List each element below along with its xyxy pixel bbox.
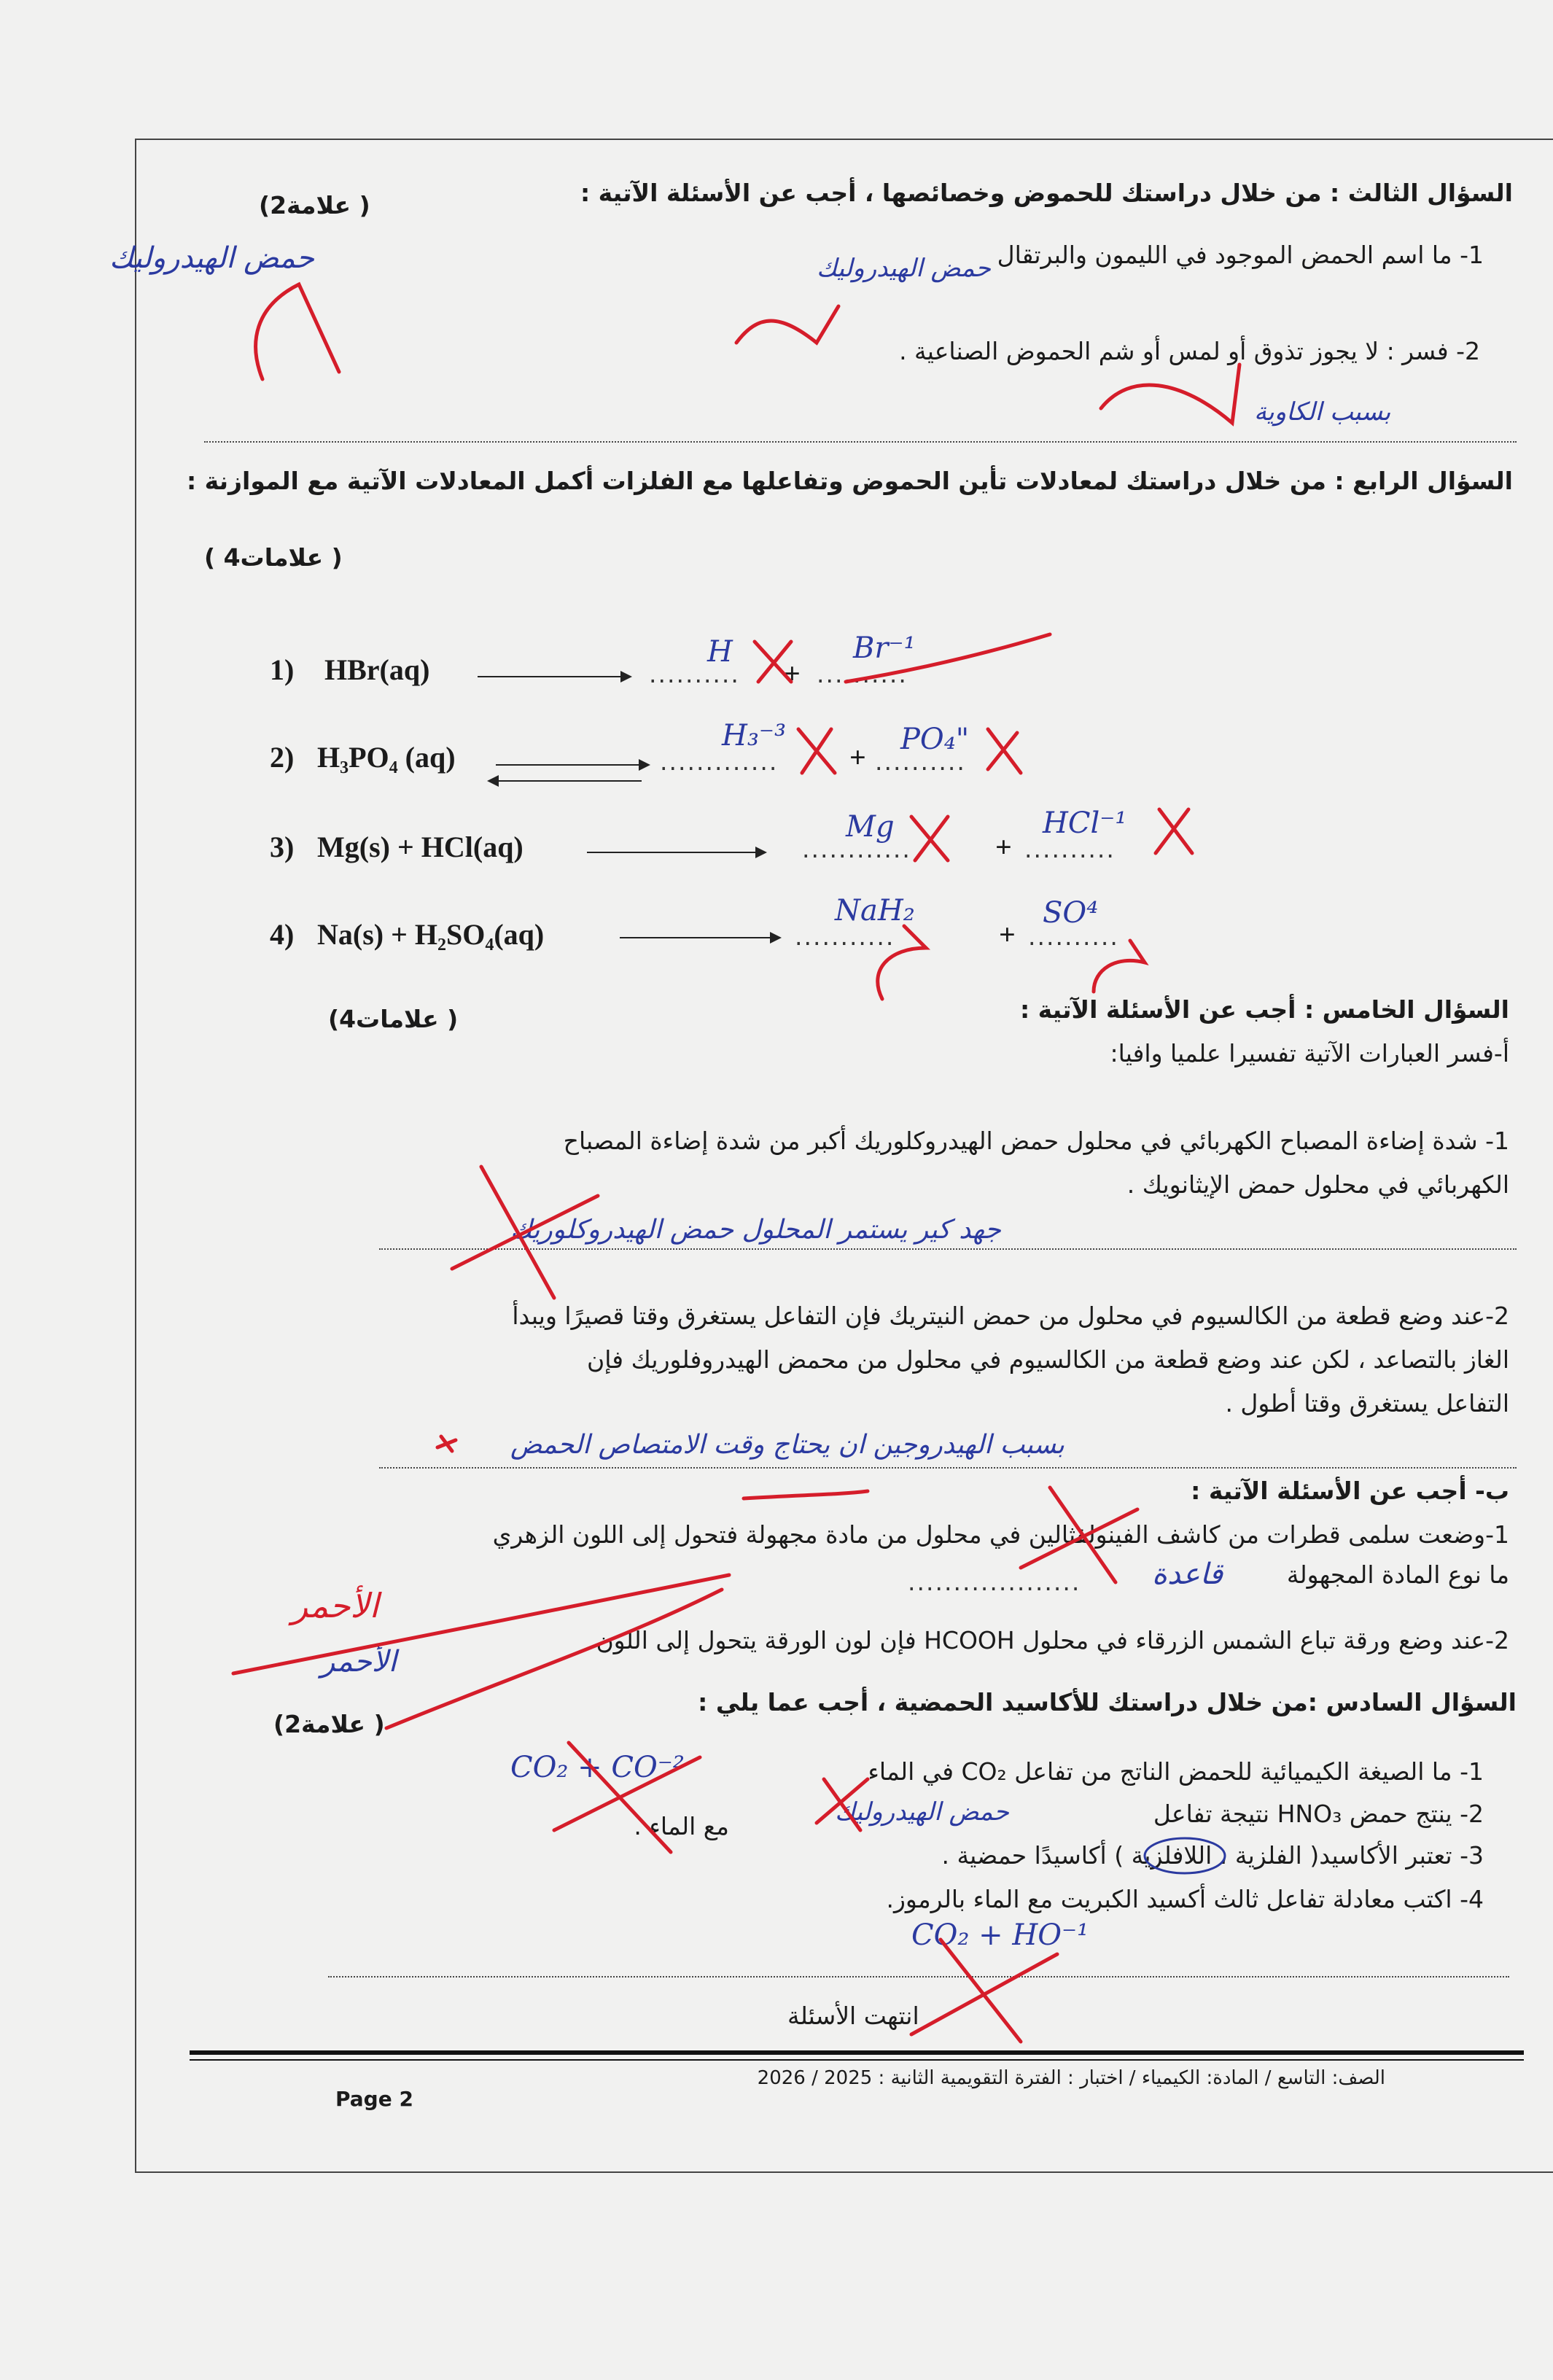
eq2-arrow-forward <box>496 764 649 766</box>
eq1-answer2: Br⁻¹ <box>853 631 916 665</box>
eq2-answer1: H₃⁻³ <box>722 719 787 752</box>
q5-b2: 2-عند وضع ورقة تباع الشمس الزرقاء في محلول HCOOH فإن لون الورقة يتحول إلى اللون <box>596 1626 1509 1654</box>
q5-a2-answer-line <box>379 1467 1517 1469</box>
q6-item2-b: مع الماء . <box>634 1812 729 1840</box>
eq4-answer1: NaH₂ <box>835 894 915 928</box>
eq1-blank2: .......... <box>817 660 908 688</box>
q6-item4-answer: CO₂ + HO⁻¹ <box>911 1918 1089 1952</box>
q5-marks: (4علامات ) <box>328 1005 459 1033</box>
eq4-arrow <box>620 937 780 938</box>
eq2-arrow-reverse <box>489 780 642 782</box>
q5-a1-answer-line <box>379 1248 1517 1250</box>
q5-a1-answer: جهد كير يستمر المحلول حمض الهيدروكلوريك <box>510 1215 1001 1245</box>
q6-marks: (2علامة ) <box>273 1710 385 1738</box>
q6-item3: 3- تعتبر الأكاسيد( الفلزية ، اللافلزية ) أكاسيدًا حمضية . <box>941 1841 1484 1870</box>
q3-item1-answer-2: حمض الهيدروليك <box>817 254 991 283</box>
q3-item2: 2- فسر : لا يجوز تذوق أو لمس أو شم الحموض الصناعية . <box>899 337 1480 365</box>
eq1-number: 1) <box>270 653 295 686</box>
footer-rule-thin <box>190 2059 1524 2061</box>
q5-a2-answer: بسبب الهيدروجين ان يحتاج وقت الامتصاص الحمض <box>510 1430 1064 1460</box>
eq1-answer1: H <box>707 635 733 669</box>
eq2-blank2: .......... <box>875 747 966 776</box>
eq3-plus: + <box>995 831 1012 863</box>
eq3-answer2: HCl⁻¹ <box>1043 806 1127 840</box>
q6-item2: 2- ينتج حمض HNO₃ نتيجة تفاعل <box>1153 1800 1484 1828</box>
q6-item1-answer: CO₂ + CO⁻² <box>510 1751 685 1784</box>
eq3-lhs: Mg(s) + HCl(aq) <box>317 831 523 863</box>
q4-header: السؤال الرابع : من خلال دراستك لمعادلات تأين الحموض وتفاعلها مع الفلزات أكمل المعادلات الآتية مع الموازنة : <box>186 467 1513 495</box>
eq3-answer1: Mg <box>846 810 895 844</box>
eq2-blank1: ............. <box>660 747 779 776</box>
q5-a1-line1: 1- شدة إضاءة المصباح الكهربائي في محلول حمض الهيدروكلوريك أكبر من شدة إضاءة المصباح <box>563 1127 1509 1155</box>
q5-b1-blank: ................... <box>908 1568 1081 1596</box>
q5-b1-line1: 1-وضعت سلمى قطرات من كاشف الفينولفثالين في محلول من مادة مجهولة فتحول إلى اللون الزهري <box>492 1520 1509 1549</box>
footer-exam-info: الصف: التاسع / المادة: الكيمياء / اختبار : الفترة التقويمية الثانية : 2025 / 2026 <box>757 2067 1385 2089</box>
eq2-plus: + <box>849 741 866 774</box>
q5-b1-answer: قاعدة <box>1152 1558 1223 1591</box>
eq2-number: 2) <box>270 741 295 774</box>
q3-header: السؤال الثالث : من خلال دراستك للحموض وخصائصها ، أجب عن الأسئلة الآتية : <box>580 179 1513 207</box>
eq4-blank1: ........... <box>795 922 895 951</box>
footer-page-number: Page 2 <box>335 2087 413 2111</box>
eq3-arrow <box>587 852 766 853</box>
eq4-number: 4) <box>270 918 295 951</box>
eq4-answer2: SO⁴ <box>1043 896 1099 930</box>
eq2-lhs: H₃PO₄ (aq) <box>317 741 456 774</box>
q4-marks: ( 4علامات ) <box>204 543 343 572</box>
eq3-blank2: .......... <box>1024 835 1116 863</box>
eq2-answer2: PO₄" <box>900 723 970 756</box>
eq3-number: 3) <box>270 831 295 863</box>
q5-part-a: أ-فسر العبارات الآتية تفسيرا علميا وافيا: <box>1110 1039 1509 1068</box>
q5-a2-line1: 2-عند وضع قطعة من الكالسيوم في محلول من حمض النيتريك فإن التفاعل يستغرق وقتا قصيرًا ويبدأ <box>512 1302 1509 1330</box>
q5-a2-line3: التفاعل يستغرق وقتا أطول . <box>1225 1389 1509 1418</box>
q5-part-b: ب- أجب عن الأسئلة الآتية : <box>1191 1477 1509 1505</box>
q6-item1: 1- ما الصيغة الكيميائية للحمض الناتج من تفاعل CO₂ في الماء <box>868 1757 1484 1786</box>
eq3-blank1: ............ <box>802 835 911 863</box>
q6-item4: 4- اكتب معادلة تفاعل ثالث أكسيد الكبريت مع الماء بالرموز. <box>886 1885 1484 1913</box>
q6-item2-answer: حمض الهيدروليك <box>835 1797 1009 1827</box>
eq1-lhs: HBr(aq) <box>324 653 430 686</box>
q3-marks: (2علامة ) <box>259 191 370 219</box>
q3-item1: 1- ما اسم الحمض الموجود في الليمون والبرتقال <box>997 241 1484 269</box>
q3-answer-line <box>204 441 1517 443</box>
q3-item2-answer: بسبب الكاوية <box>1254 397 1391 427</box>
q6-header: السؤال السادس :من خلال دراستك للأكاسيد الحمضية ، أجب عما يلي : <box>698 1688 1517 1716</box>
eq1-blank1: .......... <box>649 660 740 688</box>
q5-header: السؤال الخامس : أجب عن الأسئلة الآتية : <box>1019 995 1509 1024</box>
eq1-arrow <box>478 676 631 677</box>
q3-item1-answer: حمض الهيدروليك <box>109 241 314 275</box>
eq1-plus: + <box>784 657 801 690</box>
eq4-lhs: Na(s) + H₂SO₄(aq) <box>317 918 545 951</box>
q5-b2-teacher-correction: الأحمر <box>292 1586 379 1625</box>
q5-b2-answer: الأحمر <box>321 1645 397 1679</box>
q5-b1-line2: ما نوع المادة المجهولة <box>1286 1560 1509 1589</box>
q5-a1-line2: الكهربائي في محلول حمض الإيثانويك . <box>1126 1170 1509 1199</box>
eq4-plus: + <box>999 918 1016 951</box>
eq4-blank2: .......... <box>1028 922 1119 951</box>
end-of-questions: انتهت الأسئلة <box>787 2002 919 2030</box>
q6-answer-line <box>328 1976 1509 1978</box>
footer-rule-thick <box>190 2050 1524 2055</box>
q5-a2-line2: الغاز بالتصاعد ، لكن عند وضع قطعة من الكالسيوم في محلول من محمض الهيدروفلوريك فإن <box>587 1345 1509 1374</box>
